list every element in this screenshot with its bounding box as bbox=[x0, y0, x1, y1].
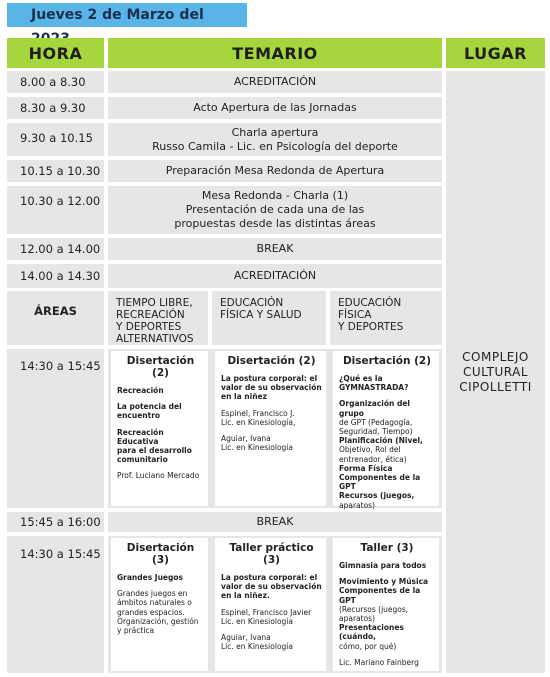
session-line: comunitario bbox=[117, 455, 168, 465]
session-line: Componentes de la GPT bbox=[339, 473, 421, 492]
lugar-line: CULTURAL bbox=[462, 364, 529, 379]
spacer bbox=[117, 582, 204, 589]
session-line: GYMNASTRADA? bbox=[339, 383, 409, 393]
lugar-line: CIPOLLETTI bbox=[459, 379, 532, 394]
session-line: Presentaciones (cuándo, bbox=[339, 623, 404, 642]
session-line: Organización, gestión bbox=[117, 616, 199, 626]
session-line: para el desarrollo bbox=[117, 446, 192, 456]
date-banner: Jueves 2 de Marzo del bbox=[7, 3, 247, 27]
header-temario: TEMARIO bbox=[108, 38, 442, 68]
temario-cell bbox=[108, 186, 442, 234]
area-title-line: Y DEPORTES bbox=[116, 321, 182, 333]
time-cell: 9.30 a 10.15 bbox=[7, 123, 104, 156]
session-line: Aguiar, Ivana bbox=[221, 434, 271, 444]
session-line: grandes espacios. bbox=[117, 607, 185, 617]
session-line: La postura corporal: el bbox=[221, 374, 318, 383]
temario-cell: BREAK bbox=[108, 238, 442, 260]
spacer bbox=[339, 651, 435, 658]
session-line: Espinel, Francisco J. bbox=[221, 408, 295, 418]
spacer bbox=[221, 601, 322, 608]
session-line: encuentro bbox=[117, 411, 161, 421]
session-line: Prof. Luciano Mercado bbox=[117, 471, 200, 481]
temario-line: Russo Camila - Lic. en Psicología del deporte bbox=[152, 139, 398, 153]
time-cell: 15:45 a 16:00 bbox=[7, 512, 104, 532]
temario-line: Charla apertura bbox=[231, 125, 319, 139]
temario-line: Mesa Redonda - Charla (1) bbox=[201, 189, 349, 202]
time-cell: 8.30 a 9.30 bbox=[7, 97, 104, 119]
session-line: Objetivo, Rol del bbox=[339, 445, 401, 455]
session-line: Organización del grupo bbox=[339, 399, 410, 418]
header-lugar: LUGAR bbox=[446, 38, 545, 68]
session1-col3 bbox=[333, 351, 439, 510]
area-title-line: RECREACIÓN bbox=[116, 309, 185, 321]
area-title-line: FÍSICA Y SALUD bbox=[220, 309, 302, 321]
session-line: ámbitos naturales o bbox=[117, 598, 192, 608]
temario-line: Presentación de cada una de las bbox=[185, 203, 365, 216]
spacer bbox=[221, 626, 322, 633]
session-line: Recursos (juegos, bbox=[339, 491, 415, 501]
session2-col2 bbox=[215, 538, 326, 671]
time-cell: 8.00 a 8.30 bbox=[7, 71, 104, 93]
session-title: Disertación (2) bbox=[126, 355, 195, 379]
session2-col1 bbox=[111, 538, 208, 671]
session-line: Lic. en Kinesiología bbox=[221, 616, 293, 626]
area-title bbox=[330, 291, 442, 345]
session-line: Lic. en Kinesiología bbox=[221, 443, 293, 453]
session-line: y práctica bbox=[117, 626, 155, 636]
area-title-line: ALTERNATIVOS bbox=[116, 333, 194, 345]
time-cell: 10.30 a 12.00 bbox=[7, 186, 104, 234]
session-line: La postura corporal: el bbox=[221, 573, 318, 582]
session-line: de GPT (Pedagogía, bbox=[339, 417, 413, 427]
session-line: Recreación Educativa bbox=[117, 427, 164, 446]
session-line: Lic. en Kinesiología bbox=[221, 642, 293, 652]
session-title: Taller (3) bbox=[360, 542, 414, 554]
session-line: La potencia del bbox=[117, 402, 182, 412]
area-title-line: EDUCACIÓN bbox=[220, 297, 284, 309]
header-hora: HORA bbox=[7, 38, 104, 68]
session-title: Taller práctico (3) bbox=[229, 542, 314, 566]
session-line: Componentes de la GPT bbox=[339, 586, 421, 605]
session1-block bbox=[108, 349, 442, 508]
spacer bbox=[117, 421, 204, 428]
session-title: Disertación (3) bbox=[126, 542, 195, 566]
time-cell: 14.00 a 14.30 bbox=[7, 264, 104, 288]
temario-cell: Preparación Mesa Redonda de Apertura bbox=[108, 160, 442, 182]
session-line: entrenador, ética) bbox=[339, 454, 407, 464]
session-line: Forma Física bbox=[339, 463, 393, 473]
session-line: Gimnasia para todos bbox=[339, 561, 427, 570]
session-line: Seguridad, Tiempo) bbox=[339, 427, 413, 437]
session-line: Lic. Mariano Fainberg bbox=[339, 657, 419, 667]
time-cell: 14:30 a 15:45 bbox=[7, 349, 104, 508]
session2-block bbox=[108, 536, 442, 673]
spacer bbox=[221, 427, 322, 434]
temario-cell: Acto Apertura de las Jornadas bbox=[108, 97, 442, 119]
session-line: Recreación bbox=[117, 386, 164, 395]
session-line: Aguiar, Ivana bbox=[221, 633, 271, 643]
temario-cell bbox=[108, 123, 442, 156]
session-line: cómo, por qué) bbox=[339, 641, 397, 651]
area-title-line: EDUCACIÓN bbox=[338, 297, 402, 309]
session-line: valor de su observación bbox=[221, 383, 322, 393]
session-line: Lic. en Kinesiología, bbox=[221, 417, 296, 427]
spacer bbox=[339, 392, 435, 399]
temario-cell: BREAK bbox=[108, 512, 442, 532]
spacer bbox=[117, 395, 204, 402]
session-line: Movimiento y Música bbox=[339, 577, 429, 587]
area-title bbox=[212, 291, 326, 345]
area-title-line: FÍSICA bbox=[338, 309, 372, 321]
temario-cell: ACREDITACIÓN bbox=[108, 264, 442, 288]
session-line: Espinel, Francisco Javier bbox=[221, 607, 312, 617]
session-line: aparatos) bbox=[339, 500, 375, 510]
session-line: ¿Qué es la bbox=[339, 374, 383, 383]
temario-line: propuestas desde las distintas áreas bbox=[174, 217, 376, 230]
spacer bbox=[339, 570, 435, 577]
session1-col1 bbox=[111, 351, 208, 506]
lugar-line: COMPLEJO bbox=[462, 349, 529, 364]
lugar-cell bbox=[446, 71, 545, 673]
session-line: valor de su observación bbox=[221, 582, 322, 592]
session-line: en la niñez. bbox=[221, 591, 270, 601]
spacer bbox=[117, 464, 204, 471]
spacer bbox=[221, 402, 322, 409]
session2-col3 bbox=[333, 538, 439, 671]
time-cell: 10.15 a 10.30 bbox=[7, 160, 104, 182]
session-line: en la niñez bbox=[221, 392, 267, 402]
session-line: Planificación (Nivel, bbox=[339, 436, 423, 446]
session-line: Grandes Juegos bbox=[117, 573, 183, 582]
area-title-line: Y DEPORTES bbox=[338, 321, 404, 333]
time-cell: 14:30 a 15:45 bbox=[7, 536, 104, 673]
session-title: Disertación (2) bbox=[227, 355, 316, 367]
session1-col2 bbox=[215, 351, 326, 506]
time-cell: 12.00 a 14.00 bbox=[7, 238, 104, 260]
session-line: aparatos) bbox=[339, 614, 375, 624]
area-title-line: TIEMPO LIBRE, bbox=[116, 297, 193, 309]
area-title bbox=[108, 291, 208, 345]
session-line: (Recursos (juegos, bbox=[339, 604, 409, 614]
session-line: Grandes juegos en bbox=[117, 589, 188, 599]
temario-cell: ACREDITACIÓN bbox=[108, 71, 442, 93]
areas-label: ÁREAS bbox=[7, 291, 104, 345]
session-title: Disertación (2) bbox=[342, 355, 432, 367]
